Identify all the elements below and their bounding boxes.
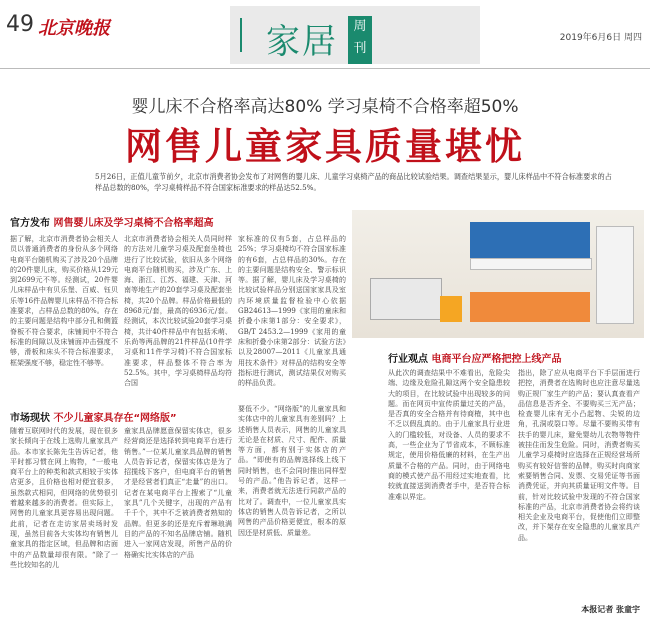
- page-number: 49: [6, 12, 34, 37]
- section-title: 不少儿童家具存在“网络版”: [53, 413, 177, 424]
- bookshelf: [596, 226, 634, 324]
- article-column-1: 据了解，北京市消费者协会相关人员以普通消费者的身份从多个网络电商平台随机购买了涉及20个品牌的20件婴儿床，购买价格从129元到2699元不等。经测试，20件婴儿床样品中有贝乐堡、百威、钰贝乐等16件品牌婴儿床样品不符合标准要求，占样品总数的80%。存在的主要问题是结构中部分孔和侧篮脊板不符合要求，床铺间中不符合标准的间隙以及床铺面冲击强度不够，滑板和床头不符合标准要求，框架强度不够，稳定性不够等。: [10, 235, 118, 367]
- section-kicker: 官方发布: [10, 218, 50, 229]
- section-kicker: 行业观点: [388, 354, 428, 365]
- article-column-6: 要低不少。“网络版”的儿童家具和实体店中的儿童家具有差别吗？上述销售人员表示，网售的儿童家具无论是在材质、尺寸、配件、质量等方面，都有别于实体店的产品。“即使有的品牌选择线上线下同时销售，也不会同时推出同样型号的产品。”他告诉记者，这样一来，消费者就无法进行同款产品的比对了。调查中，一位儿童家具实体店的销售人员告诉记者，之所以网售的产品价格更便宜，根本的原因还是材质低、质量差。: [238, 405, 346, 537]
- section-title: 电商平台应严格把控上线产品: [431, 354, 562, 365]
- article-column-8: 指出，除了应从电商平台下手层面进行把控，消费者在选购时也应注意尽量选购正规厂家生产的产品；要认真查看产品信息是否齐全、不要购买三无产品；检查婴儿床有无小凸起物、尖锐的边角，孔洞或裂口等。尽量不要购买带有扶手的婴儿床，避免婴幼儿衣物等物件被挂住而发生危险。同时，消费者购买儿童学习桌椅时应选择在正规经营场所购买有较好信誉的品牌，购买时向商家索要销售合同、发票、交易凭证等书面消费凭证，并向其质量证明文件等。目前，针对比较试验中发现的不符合国家标准的产品，北京市消费者协会将约谈相关企业及电商平台，促使他们立即整改，并下架存在安全隐患的儿童家具产品。: [518, 369, 640, 542]
- bed-rail: [470, 258, 592, 270]
- article-column-4: 随着互联网时代的发展，现在很多家长倾向于在线上选购儿童家具产品。本市家长陈先生告诉记者，他平时都习惯在网上购物，“一般电商平台上的种类和款式相较于实体店更多，且价格也相对便宜很多，虽然款式相同，但网络的优势很引着越来越多的消费者。但实际上，网售的儿童家具更容易出现问题。此前，记者在走访家居卖场时发现，虽然目前各大实体均有销售儿童家具的指定区域，但品牌和店面中的产品数量却很有限。“除了一些比较知名的儿: [10, 427, 118, 569]
- article-column-7: 从此次的调查结果中不难看出，危险尖端、边缘及危险孔隙这两个安全隐患较大的项目，在比较试验中出现较多的问题。而在网页中宣传质量过关的产品，是否真的安全合格并有待商榷，其中也不乏以假乱真的。由于儿童家具行业进入的门槛较低，对设备、人员的要求不高，一些企业为了节省成本，不顾标准规定，使用价格低廉的材料，在生产出质量不合格的产品。同时，由于网络电商的模式使产品不用经过实地查看，比较就直接送到消费者手中，是否符合标准难以界定。: [388, 369, 510, 501]
- article-headline: 网售儿童家具质量堪忧: [125, 125, 525, 168]
- bed-bottom-bunk: [470, 292, 590, 322]
- bed-top-bunk: [470, 222, 590, 258]
- section-title: 网售婴儿床及学习桌椅不合格率超高: [53, 218, 214, 229]
- article-lead: 5月26日，正值儿童节前夕，北京市消费者协会发布了对网售的婴儿床、儿童学习桌椅产品的商品比较试验结果。调查结果显示，婴儿床样品中不符合标准要求的占样品总数的80%，学习桌椅样品不符合国家标准要求的样品达52.5%。: [95, 172, 612, 192]
- paper-name: 北京晚报: [38, 18, 110, 39]
- issue-date: 2019年6月6日 周四: [559, 33, 642, 43]
- section-divider: [240, 18, 242, 52]
- section-title: 家居: [266, 22, 338, 62]
- section-heading-official: [10, 214, 213, 229]
- article-column-3: 家标准的仅有5套，占总样品的25%；学习桌椅均不符合国家标准的有6套，占总样品的30%。存在的主要问题是结构安全、警示标识等。据了解，婴儿床及学习桌椅的比较试验样品分别送国家家具及室内环境质量监督检验中心依据GB24613—1999《家用的童床和折叠小床第1部分：安全要求》，GB/T 2453.2—1999《家用的童床和折叠小床第2部分：试验方法》以及28007—2011《儿童家具通用技术条件》对样品的结构安全等指标进行测试，测试结果仅对购买的样品负责。: [238, 235, 346, 388]
- section-kicker: 市场现状: [10, 413, 50, 424]
- header-rule: [0, 68, 650, 69]
- reporter-byline: 本报记者 张童宇: [581, 605, 640, 614]
- section-heading-industry: [388, 350, 561, 365]
- article-subtitle: 婴儿床不合格率高达80% 学习桌椅不合格率超50%: [131, 97, 519, 117]
- desk: [370, 278, 442, 320]
- article-column-5: 童家具品牌愿意保留实体店，很多经营商还是选择转到电商平台进行销售。”一位某儿童家具品牌的销售人员告诉记者，保留实体店是为了招揽线下客户，但电商平台的销售才是经营者们真正“走量”的出口。记者在某电商平台上搜索了“儿童家具”几个关键字，出现的产品有千千个，其中不乏被消费者熟知的品牌。但更多的还是充斥着琳琅满目的产品的不知名品牌店铺。随机进入一家网店发现，所售产品的价格确实比实体店的产品: [124, 427, 232, 559]
- section-heading-market: [10, 409, 177, 424]
- article-column-2: 北京市消费者协会相关人员同时样的方法对儿童学习桌及配套坐椅也进行了比较试验，依旧从多个网络电商平台随机购买，涉及广东、上海、浙江、江苏、福建、天津、河南等地生产的20套学习桌及配套坐椅，共20个品牌。样品价格最低的8968元/套，最高的6936元/套。经测试，本次比较试验20套学习桌椅，共计40件样品中有包括禾萌、乐尚等两品牌的21件样品(10件学习桌和11件学习椅)不符合国家标准要求，样品整体不符合率为52.5%。其中，学习桌椅样品均符合国: [124, 235, 232, 388]
- weekly-badge: 周刊: [348, 16, 372, 64]
- chair: [440, 296, 462, 322]
